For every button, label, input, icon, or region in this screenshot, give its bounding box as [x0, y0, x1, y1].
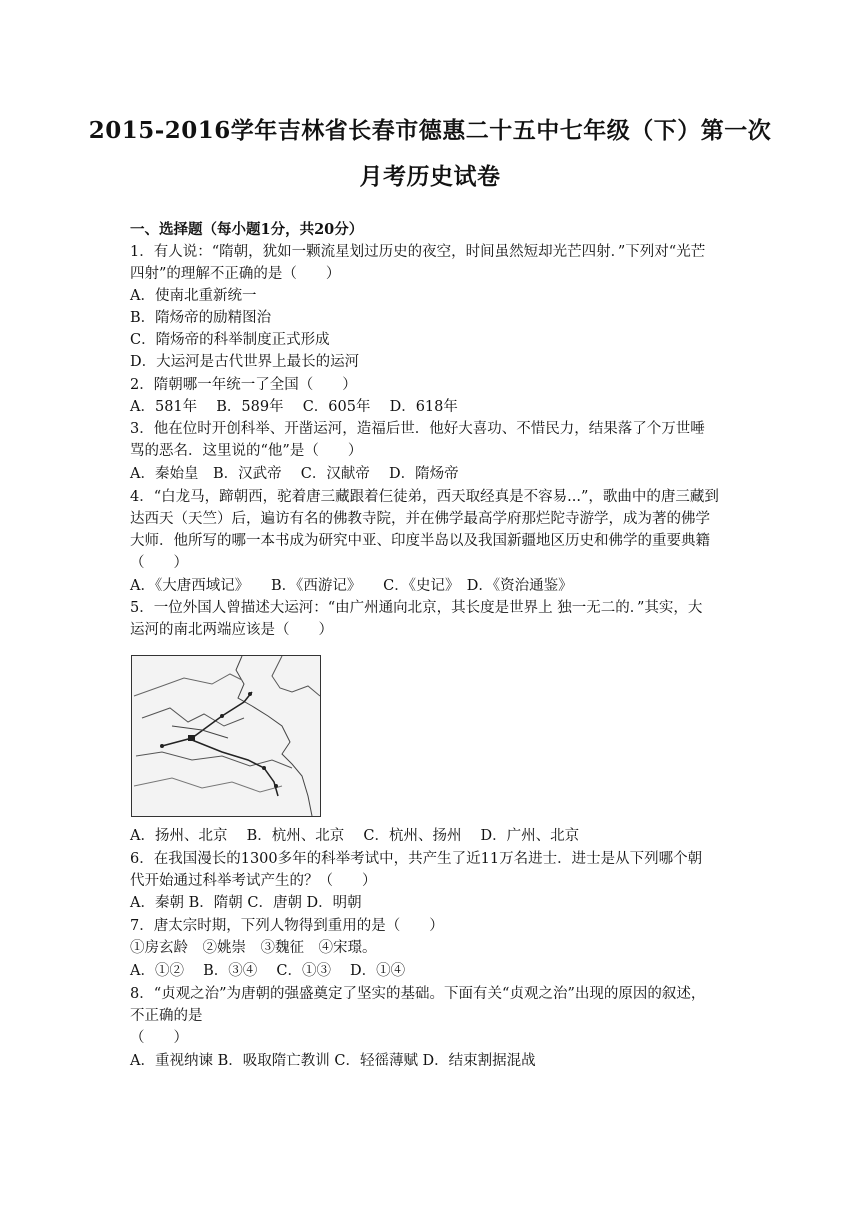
question-3-line-1: 3．他在位时开创科举、开凿运河，造福后世．他好大喜功、不惜民力，结果落了个万世唾 — [130, 421, 705, 437]
question-1-line-1: 1．有人说：“隋朝，犹如一颗流星划过历史的夜空，时间虽然短却光芒四射．”下列对“光芒 — [130, 244, 706, 260]
question-1-option-b: B．隋炀帝的励精图治 — [130, 310, 272, 326]
question-8-line-3: （ ） — [130, 1030, 188, 1046]
question-1-option-d: D．大运河是古代世界上最长的运河 — [130, 354, 360, 370]
question-1-option-a: A．使南北重新统一 — [130, 288, 257, 304]
question-1-option-c: C．隋炀帝的科举制度正式形成 — [130, 332, 330, 348]
section-heading: 一、选择题（每小题1分，共20分） — [130, 221, 364, 238]
question-8-options: A．重视纳谏 B．吸取隋亡教训 C．轻徭薄赋 D．结束割据混战 — [130, 1053, 536, 1069]
page-title-line-1: 2015-2016学年吉林省长春市德惠二十五中七年级（下）第一次 — [88, 117, 772, 144]
page-title-line-2: 月考历史试卷 — [359, 163, 501, 190]
question-6-line-1: 6．在我国漫长的1300多年的科举考试中，共产生了近11万名进士．进士是从下列哪个朝 — [130, 851, 703, 867]
grand-canal-map — [131, 655, 321, 817]
question-2-options: A．581年 B．589年 C．605年 D．618年 — [130, 399, 458, 415]
question-5-line-1: 5．一位外国人曾描述大运河：“由广州通向北京，其长度是世界上 独一无二的．”其实，大 — [130, 600, 703, 616]
question-7-items: ①房玄龄 ②姚崇 ③魏征 ④宋璟。 — [130, 940, 377, 956]
question-8-line-2: 不正确的是 — [130, 1008, 203, 1024]
question-4-line-4: （ ） — [130, 555, 188, 571]
question-7-stem: 7．唐太宗时期，下列人物得到重用的是（ ） — [130, 918, 444, 934]
question-6-options: A．秦朝 B．隋朝 C．唐朝 D．明朝 — [130, 895, 362, 911]
question-1-line-2: 四射”的理解不正确的是（ ） — [130, 266, 341, 282]
question-4-line-2: 达西天（天竺）后，遍访有名的佛教寺院，并在佛学最高学府那烂陀寺游学，成为著的佛学 — [130, 511, 710, 527]
question-4-options: A．《大唐西域记》 B．《西游记》 C．《史记》 D．《资治通鉴》 — [130, 578, 573, 594]
question-4-line-1: 4．“白龙马，蹄朝西，驼着唐三藏跟着仨徒弟，西天取经真是不容易...”，歌曲中的唐三藏到 — [130, 489, 719, 505]
question-6-line-2: 代开始通过科举考试产生的？（ ） — [130, 873, 377, 889]
question-5-options: A．扬州、北京 B．杭州、北京 C．杭州、扬州 D．广州、北京 — [130, 828, 580, 844]
question-4-line-3: 大师．他所写的哪一本书成为研究中亚、印度半岛以及我国新疆地区历史和佛学的重要典籍 — [130, 533, 710, 549]
question-7-options: A．①② B．③④ C．①③ D．①④ — [130, 963, 406, 979]
question-5-line-2: 运河的南北两端应该是（ ） — [130, 622, 333, 638]
question-8-line-1: 8．“贞观之治”为唐朝的强盛奠定了坚实的基础。下面有关“贞观之治”出现的原因的叙述， — [130, 986, 706, 1002]
question-3-options: A．秦始皇 B．汉武帝 C．汉献帝 D．隋炀帝 — [130, 466, 459, 482]
question-3-line-2: 骂的恶名．这里说的“他”是（ ） — [130, 443, 363, 459]
question-2-stem: 2．隋朝哪一年统一了全国（ ） — [130, 377, 357, 393]
